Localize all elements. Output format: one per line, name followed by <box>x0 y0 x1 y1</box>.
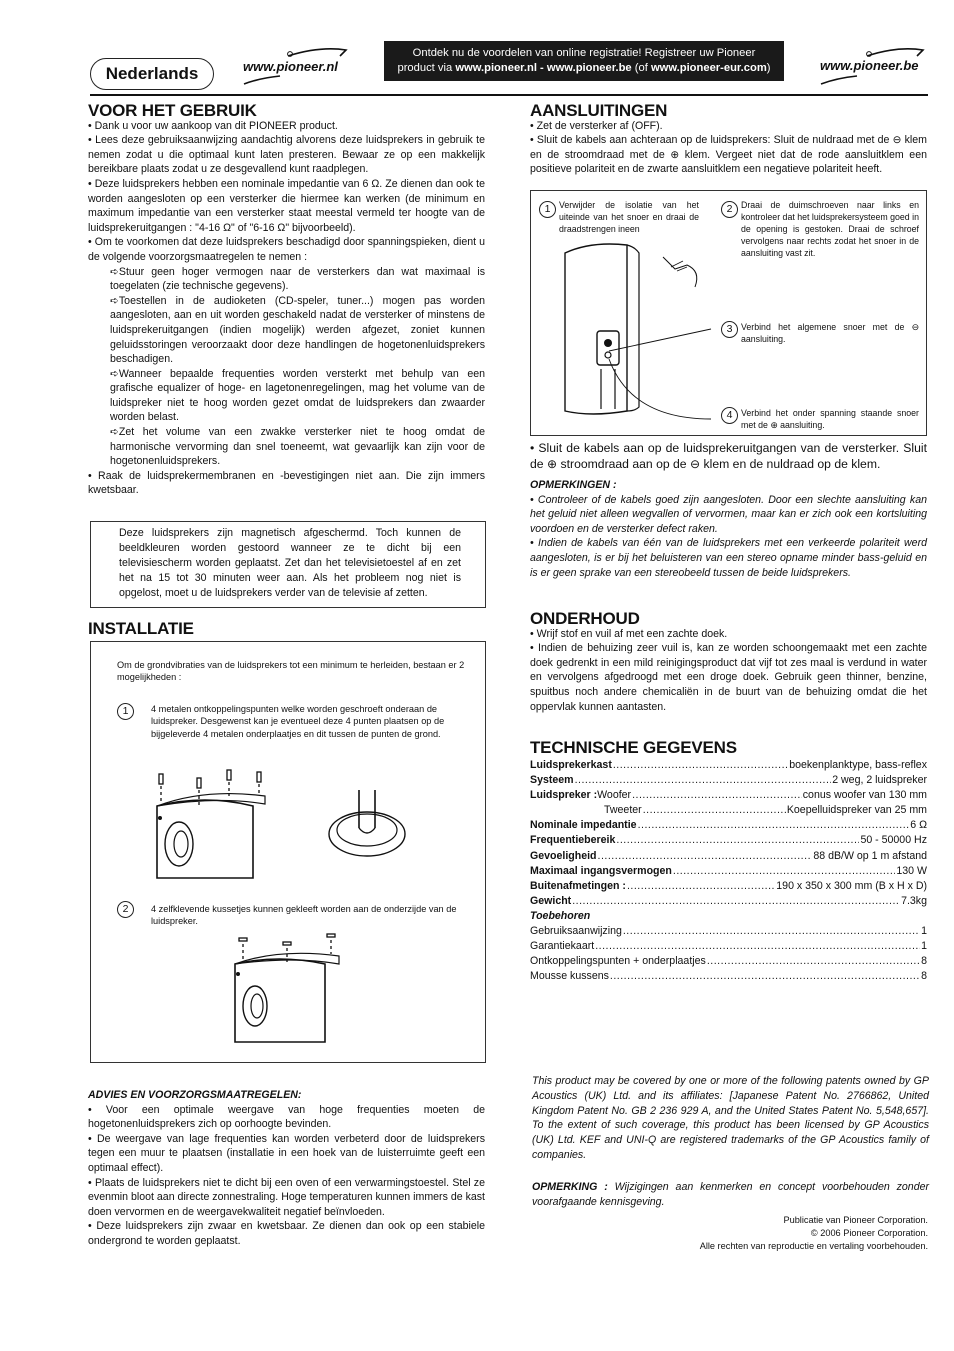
acc-rows <box>530 924 927 984</box>
speaker-back-illustration <box>551 239 751 435</box>
install-option2: 4 zelfklevende kussetjes kunnen gekleeft worden aan de onderzijde van de luidspreker. <box>151 904 457 927</box>
onderhoud-p1: • Wrijf stof en vuil af met een zachte doek. <box>530 627 728 640</box>
swoosh-left-icon <box>240 44 360 92</box>
tech-row-key: Luidsprekerkast <box>530 759 612 771</box>
magnetic-shield-note: Deze luidsprekers zijn magnetisch afgeschermd. Toch kunnen de beeldkleuren worden gestoord wanneer ze te dicht bij een televisiescherm worden geplaatst. Zet dan het televisietoestel af en zet het na 15 tot 30 minuten weer aan. Als het probleem nog niet is opgelost, moet u de luidsprekers verder van de televisie af zetten. <box>90 521 486 608</box>
tech-row-value: 6 Ω <box>910 819 927 832</box>
tech-row-value: 190 x 350 x 300 mm (B x H x D) <box>776 879 927 892</box>
spike-plate-detail <box>323 788 423 868</box>
speaker-spikes-illustration <box>147 766 347 886</box>
conn-step2-number: 2 <box>721 201 738 218</box>
leader-dots <box>627 879 775 894</box>
voor-s2: ➪Toestellen in de audioketen (CD-speler, tuner...) mogen pas worden aangesloten, aan en uit worden geschakeld nadat de versterker of minstens de luidsprekeruitgangen (indien mogelijk) werden afgezet, zoniet kunnen geluidsstoringen veroorzaakt door deze handlingen de hogetonenluidsprekers beschadigen. <box>110 294 485 366</box>
aansluitingen-title: AANSLUITINGEN <box>530 101 668 120</box>
banner-line2 <box>384 61 784 76</box>
tech-row-key: Maximaal ingangsvermogen <box>530 864 672 877</box>
tech-row <box>530 849 927 864</box>
acc-row-value: 1 <box>921 925 927 938</box>
patent-notice: This product may be covered by one or more of the following patents owned by GP Acoustics (UK) Ltd. and its affiliates: [Japanese Patent No. 2766862, United Kingdom Patent No. GB 2 236 929 A, and the United States Patent No. 5,548,657]. To the extent of such coverage, this product has been licensed by GP Acoustics (UK) Ltd. KEF and UNI-Q are registered trademarks of the GP Acoustics family of companies. <box>532 1075 929 1161</box>
conn-step1-number: 1 <box>539 201 556 218</box>
installatie-box <box>90 641 486 1063</box>
tech-row-value: 130 W <box>896 864 927 877</box>
banner-prefix: product via <box>397 62 456 74</box>
acc-row-key: Ontkoppelingspunten + onderplaatjes <box>530 955 706 968</box>
tech-row-value: boekenplanktype, bass-reflex <box>789 759 927 771</box>
tech-row-value: conus woofer van 130 mm <box>802 789 927 802</box>
onderhoud-section <box>530 609 927 714</box>
voor-p5: • Raak de luidsprekermembranen en -bevestigingen niet aan. Die zijn immers kwetsbaar. <box>88 469 485 497</box>
tech-row-value: 2 weg, 2 luidspreker <box>832 774 927 787</box>
banner-line1: Ontdek nu de voordelen van online registratie! Registreer uw Pioneer <box>412 47 756 59</box>
tech-row <box>530 879 927 894</box>
aansluitingen-section <box>530 101 927 177</box>
tech-row-key: Luidspreker : <box>530 789 598 802</box>
tech-row <box>530 864 927 879</box>
tech-row-key: Gewicht <box>530 894 572 907</box>
leader-dots <box>632 788 802 803</box>
tech-row <box>530 803 927 818</box>
header-rule <box>90 94 928 96</box>
acc-row <box>530 969 927 984</box>
language-badge: Nederlands <box>90 58 214 90</box>
leader-dots <box>613 758 788 773</box>
opmerkingen-o1: • Controleer of de kabels goed zijn aangesloten. Door een slechte aansluiting kan het geluid niet alleen wegvallen of vervormen, maar kan er zich ook een kortsluiting voordoen en de versterker defect raken. <box>530 493 927 535</box>
voor-s3: ➪Wanneer bepaalde frequenties worden versterkt met behulp van een grafische equalizer of hoge- en lagetonenregelingen, mag het volume van de luidspreker niet te hoog worden gezet omdat de luidsprekers dan zwaarder worden belast. <box>110 367 485 424</box>
advies-title: ADVIES EN VOORZORGSMAATREGELEN: <box>88 1089 302 1101</box>
publisher-line1: Publicatie van Pioneer Corporation. <box>783 1215 928 1225</box>
url-right[interactable]: www.pioneer.be <box>820 58 919 73</box>
tech-row-value: 88 dB/W op 1 m afstand <box>813 849 927 862</box>
voor-section <box>88 101 485 498</box>
publisher-line2: © 2006 Pioneer Corporation. <box>810 1228 928 1239</box>
tech-row <box>530 773 927 788</box>
conn-step2-text: Draai de duimschroeven naar links en kontroleer dat het luidsprekersysteem goed in de opening is gestoken. Draai de schroef vervolgens naar rechts zodat het snoer in de aansluiting vast zit. <box>741 200 919 258</box>
acc-row-value: 8 <box>921 970 927 983</box>
publisher-line3: Alle rechten van reproductie en vertaling voorbehouden. <box>699 1241 928 1252</box>
connection-diagram-box <box>530 190 927 436</box>
tech-row <box>530 788 927 803</box>
conn-step3-text: Verbind het algemene snoer met de ⊖ aansluiting. <box>741 322 919 344</box>
opmerking-text: Wijzigingen aan kenmerken en concept voorbehouden zonder voorafgaande kennisgeving. <box>532 1181 930 1208</box>
advies-a3: • Plaats de luidsprekers niet te dicht bij een oven of een verwarmingstoestel. Stel ze evenmin bloot aan directe zonnestraling. Hoge temperaturen kunnen immers de kast doen vervormen en de weergavekwaliteit negatief beïnvloeden. <box>88 1176 485 1218</box>
tech-row-subkey: Tweeter <box>604 804 642 817</box>
voor-p3: • Deze luidsprekers hebben een nominale impedantie van 6 Ω. Ze dienen dan ook te worden aangesloten op een versterker die hiermee kan werken (de minimum en maximum impedantie van een versterker staat meestal vermeld ter hoogte van de luidsprekeruitgangen : "4-16 Ω" of "6-16 Ω" bijvoorbeeld). <box>88 177 485 234</box>
install-step2-number: 2 <box>117 901 134 918</box>
leader-dots <box>610 969 920 984</box>
conn-step3-number: 3 <box>721 321 738 338</box>
tech-rows <box>530 758 927 909</box>
voor-s4: ➪Zet het volume van een zwakke versterker niet te hoog omdat de harmonische vervorming dan snel toeneemt, wat gevaarlijk kan zijn voor de hogetonenluidsprekers. <box>110 426 485 468</box>
tech-row-value: 7.3kg <box>901 894 927 907</box>
acc-row-key: Mousse kussens <box>530 970 609 983</box>
install-option1: 4 metalen ontkoppelingspunten welke worden geschroeft onderaan de luidspreker. Desgewenst kan je eventueel deze 4 punten plaatsen op de bijgeleverde 4 metalen onderplaatjes en dit tussen de punten de grond. <box>151 704 445 739</box>
acc-title: Toebehoren <box>530 909 591 922</box>
onderhoud-title: ONDERHOUD <box>530 609 640 628</box>
tech-row <box>530 894 927 909</box>
acc-row-value: 8 <box>921 955 927 968</box>
opmerking-note <box>532 1180 929 1210</box>
tech-row-key: Nominale impedantie <box>530 819 637 832</box>
opmerkingen-o2: • Indien de kabels van één van de luidsprekers met een verkeerde polariteit werd aangesloten, is er bij het beluisteren van een stereo opname minder bass-geluid en is er geen sprake van een stereobeeld tussen de beide luidsprekers. <box>530 537 927 579</box>
conn-step1-text: Verwijder de isolatie van het uiteinde van het snoer en draai de draadstrengen ineen <box>559 200 699 234</box>
url-left[interactable]: www.pioneer.nl <box>243 59 338 74</box>
opmerking-label: OPMERKING : <box>532 1181 615 1193</box>
acc-row <box>530 924 927 939</box>
aansluitingen-p2: • Sluit de kabels aan achteraan op de luidsprekers: Sluit de nuldraad met de ⊖ klem en de stroomdraad met de ⊕ klem. Vergeet niet dat de rode aansluitklem een positieve polariteit en de zwarte aansluitklem een negatieve polariteit heeft. <box>530 134 927 176</box>
banner-mid: (of <box>631 62 651 74</box>
banner-urls[interactable]: www.pioneer.nl - www.pioneer.be <box>455 62 632 74</box>
leader-dots <box>643 803 786 818</box>
tech-row-subkey: Woofer <box>597 789 632 802</box>
voor-p1: • Dank u voor uw aankoop van dit PIONEER product. <box>88 119 338 132</box>
advies-a4: • Deze luidsprekers zijn zwaar en kwetsbaar. Ze dienen dan ook op een stabiele ondergrond te worden geplaatst. <box>88 1220 485 1247</box>
acc-row-value: 1 <box>921 940 927 953</box>
speaker-pads-illustration <box>227 930 367 1046</box>
leader-dots <box>595 939 920 954</box>
aansluitingen-p3: • Sluit de kabels aan op de luidsprekeruitgangen van de versterker. Sluit de ⊕ stroomdraad aan op de ⊖ klem en de nuldraad op de klem. <box>530 441 927 471</box>
tech-title: TECHNISCHE GEGEVENS <box>530 738 737 757</box>
leader-dots <box>572 894 900 909</box>
banner-url3[interactable]: www.pioneer-eur.com <box>650 62 767 74</box>
leader-dots <box>673 864 895 879</box>
advies-a1: • Voor een optimale weergave van hoge frequenties moeten de hogetonenluidsprekers zich op oorhoogte bevinden. <box>88 1103 485 1131</box>
voor-p2: • Lees deze gebruiksaanwijzing aandachtig alvorens deze luidsprekers in gebruik te nemen zodat u die optimaal kunt laten presteren. Bewaar ze op een makkelijk bereikbare plaats zodat u ze desgevallend kunt raadplegen. <box>88 134 485 176</box>
tech-row-key: Buitenafmetingen : <box>530 879 626 892</box>
swoosh-right-icon <box>815 44 930 92</box>
acc-row <box>530 939 927 954</box>
tech-row <box>530 758 927 773</box>
tech-row-value: 50 - 50000 Hz <box>860 834 927 847</box>
banner-suffix: ) <box>766 62 771 74</box>
tech-row-value: Koepelluidspreker van 25 mm <box>786 804 927 817</box>
advies-section <box>88 1088 485 1249</box>
tech-row <box>530 833 927 848</box>
aansluitingen-p1: • Zet de versterker af (OFF). <box>530 119 663 132</box>
registration-banner <box>384 41 784 81</box>
leader-dots <box>575 773 832 788</box>
acc-row-key: Garantiekaart <box>530 940 595 953</box>
conn-step4-number: 4 <box>721 407 738 424</box>
installatie-title: INSTALLATIE <box>88 619 194 638</box>
advies-a2: • De weergave van lage frequenties kan worden verbeterd door de luidsprekers tegen een muur te plaatsen (installatie in een hoek van de luisterruimte geeft een optimaal effect). <box>88 1132 485 1174</box>
leader-dots <box>707 954 920 969</box>
acc-row <box>530 954 927 969</box>
tech-row <box>530 818 927 833</box>
voor-p4: • Om te voorkomen dat deze luidsprekers beschadigd door spanningspieken, dient u de volgende voorzorgsmaatregelen te nemen : <box>88 236 485 263</box>
tech-section <box>530 738 927 984</box>
install-step1-number: 1 <box>117 703 134 720</box>
conn-step4-text: Verbind het onder spanning staande snoer met de ⊕ aansluiting. <box>741 408 919 430</box>
leader-dots <box>598 849 813 864</box>
leader-dots <box>623 924 920 939</box>
leader-dots <box>638 818 910 833</box>
tech-row-key: Gevoeligheid <box>530 849 597 862</box>
installatie-intro: Om de grondvibraties van de luidsprekers tot een minimum te herleiden, bestaan er 2 mogelijkheden : <box>117 660 465 683</box>
onderhoud-p2: • Indien de behuizing zeer vuil is, kan ze worden schoongemaakt met een zachte doek gedrenkt in een mild reinigingsproduct dat vijf tot zes maal is verdund in water en vervolgens afgedroogd met een droge doek. Gebruik geen thinner, benzine, spuitbus noch andere chemicaliën in de buurt van de behuizing omdat die het oppervlak kunnen aantasten. <box>530 642 927 713</box>
leader-dots <box>616 833 859 848</box>
tech-row-key: Frequentiebereik <box>530 834 616 847</box>
voor-s1: ➪Stuur geen hoger vermogen naar de versterkers dan wat maximaal is toegelaten (zie technische gegevens). <box>110 265 485 293</box>
voor-title: VOOR HET GEBRUIK <box>88 101 257 120</box>
acc-row-key: Gebruiksaanwijzing <box>530 925 622 938</box>
aansluitingen-cont <box>530 440 927 580</box>
tech-row-key: Systeem <box>530 774 574 787</box>
publisher-block <box>600 1214 928 1254</box>
installatie-title-wrap <box>88 619 194 639</box>
opmerkingen-title: OPMERKINGEN : <box>530 479 617 491</box>
